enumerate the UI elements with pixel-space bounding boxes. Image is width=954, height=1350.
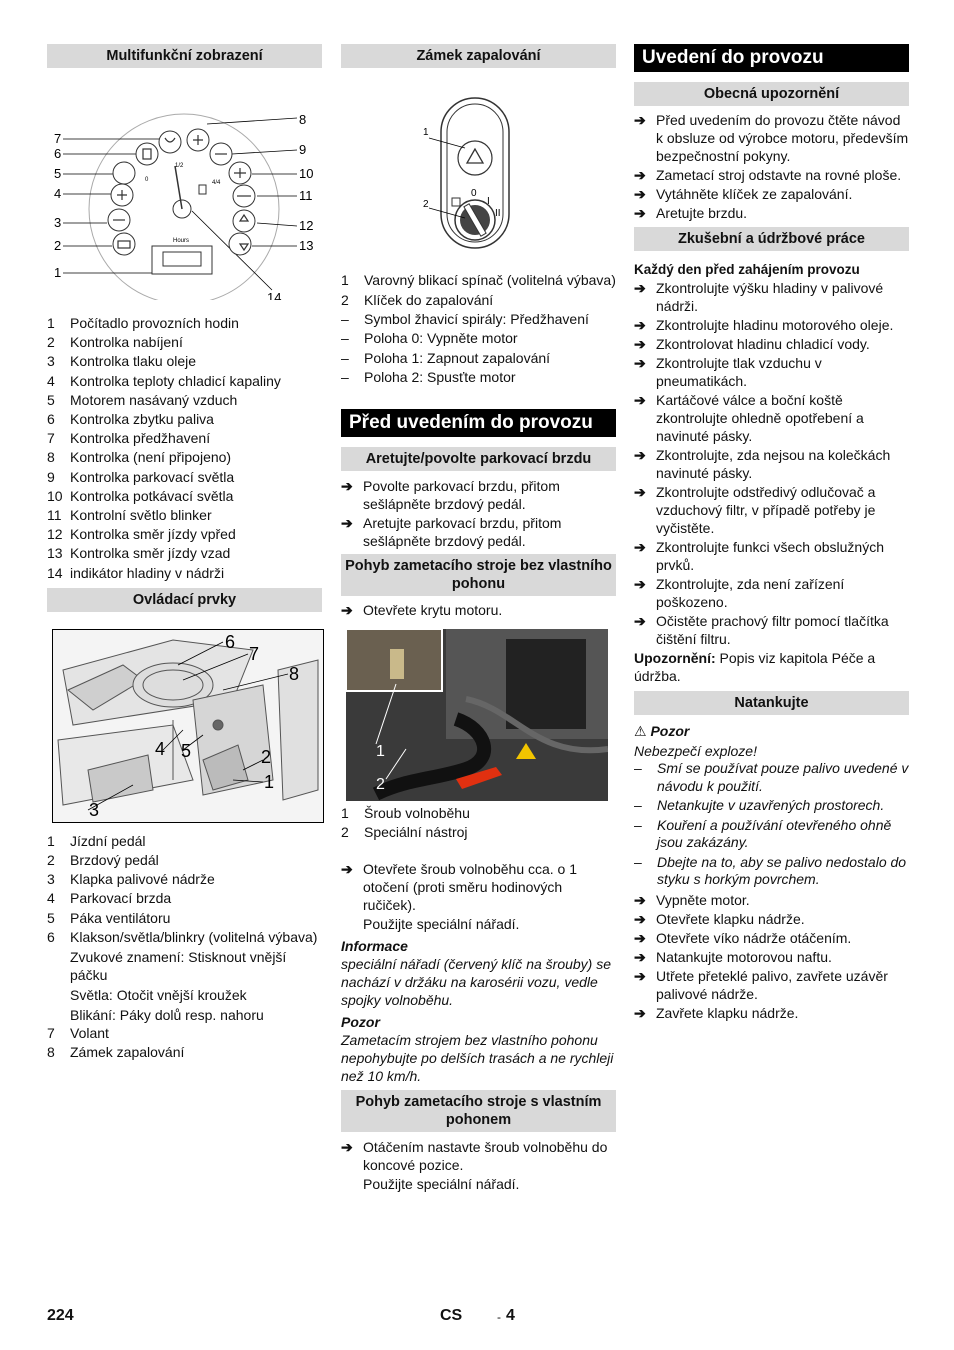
info-label: Informace xyxy=(341,938,408,955)
callout-1: 1 xyxy=(54,265,62,280)
note-text: Popis viz kapitola Péče a údržba. xyxy=(634,650,876,684)
callout-11: 11 xyxy=(299,188,313,203)
dial-text-full: 4/4 xyxy=(212,180,221,186)
callout-14: 14 xyxy=(267,290,282,300)
note xyxy=(634,649,909,685)
step-item: ➔ Očistěte prachový filtr pomocí tlačítka čištění filtru. xyxy=(634,613,889,647)
step-item: ➔ Kartáčové válce a boční koště zkontrolujte ohledně opotřebení a navinuté pásky. xyxy=(634,392,864,444)
list-item: 2 Speciální nástroj xyxy=(341,824,468,841)
list-subitem: Světla: Otočit vnější kroužek xyxy=(70,986,247,1003)
caution-text: Zametacím strojem bez vlastního pohonu nepohybujte po delších trasách a ne rychleji než 10 km/h. xyxy=(341,1032,614,1085)
callout-4: 4 xyxy=(54,186,62,201)
arrow-icon: ➔ xyxy=(634,613,646,629)
step-item: ➔ Utřete přeteklé palivo, zavřete uzávěr palivové nádrže. xyxy=(634,967,888,1002)
key-position-2: II xyxy=(495,208,501,219)
list-item: – Poloha 1: Zapnout zapalování xyxy=(341,349,551,366)
arrow-icon: ➔ xyxy=(634,112,646,128)
inspection-steps xyxy=(634,279,909,648)
callout-1: 1 xyxy=(376,743,385,761)
list-item: 4 Parkovací brzda xyxy=(47,890,172,907)
list-item: 6 Kontrolka zbytku paliva xyxy=(47,411,214,428)
arrow-icon: ➔ xyxy=(634,891,646,908)
step-item: ➔ Zkontrolujte, zda nejsou na kolečkách navinuté pásky. xyxy=(634,447,891,481)
heading-multifunction-display: Multifunkční zobrazení xyxy=(47,44,322,68)
general-steps xyxy=(634,111,909,222)
step-item: ➔ Zkontrolujte odstředivý odlučovač a vzduchový filtr, v případě potřeby je vyčistěte. xyxy=(634,484,876,536)
heading-before-operation: Před uvedením do provozu xyxy=(341,409,616,437)
step-subitem: Použijte speciální nářadí. xyxy=(363,1176,520,1193)
callout-7: 7 xyxy=(249,643,260,664)
explosion-warning: Nebezpečí exploze! xyxy=(634,743,757,759)
step-item: ➔ Natankujte motorovou naftu. xyxy=(634,948,832,965)
step-item: ➔ Aretujte parkovací brzdu, přitom sešlápněte brzdový pedál. xyxy=(341,515,562,550)
step-item: ➔ Zkontrolujte výšku hladiny v palivové nádrži. xyxy=(634,280,884,314)
arrow-icon: ➔ xyxy=(341,478,353,495)
arrow-icon: ➔ xyxy=(634,280,646,296)
hour-meter xyxy=(152,246,212,274)
callout-1: 1 xyxy=(264,771,275,792)
step-item: ➔ Vypněte motor. xyxy=(634,891,750,908)
callout-10: 10 xyxy=(299,166,314,181)
list-item: 2 Klíček do zapalování xyxy=(341,292,494,308)
arrow-icon: ➔ xyxy=(341,602,353,619)
callout-2: 2 xyxy=(261,746,272,767)
column-1 xyxy=(47,44,322,1062)
warning-item: – Netankujte v uzavřených prostorech. xyxy=(634,797,885,813)
arrow-icon: ➔ xyxy=(634,392,646,408)
step-item: ➔ Zavřete klapku nádrže. xyxy=(634,1004,799,1021)
list-item: 9 Kontrolka parkovací světla xyxy=(47,468,235,485)
list-item: 3 Kontrolka tlaku oleje xyxy=(47,353,197,370)
arrow-icon: ➔ xyxy=(634,205,646,221)
multi-list xyxy=(47,314,322,583)
list-item: 12 Kontrolka směr jízdy vpřed xyxy=(47,526,236,543)
refuel-steps xyxy=(634,891,909,1022)
arrow-icon: ➔ xyxy=(634,355,646,371)
callout-6: 6 xyxy=(225,631,236,652)
arrow-icon: ➔ xyxy=(341,515,353,532)
fuel-reserve-icon xyxy=(136,143,158,165)
list-item: 1 Varovný blikací spínač (volitelná výbava) xyxy=(341,272,616,288)
callout-2: 2 xyxy=(54,238,62,253)
list-item: 14 indikátor hladiny v nádrži xyxy=(47,564,225,581)
battery-icon xyxy=(113,233,135,255)
callout-1: 1 xyxy=(423,127,429,138)
dial-text-hours: Hours xyxy=(173,238,190,244)
arrow-icon: ➔ xyxy=(634,1004,646,1021)
caution-label: Pozor xyxy=(341,1014,380,1031)
list-item: – Poloha 2: Spusťte motor xyxy=(341,368,516,385)
list-item: 4 Kontrolka teploty chladicí kapaliny xyxy=(47,372,281,389)
controls-sketch xyxy=(53,630,323,822)
list-item: 2 Brzdový pedál xyxy=(47,852,159,869)
list-item: 7 Kontrolka předžhavení xyxy=(47,430,211,447)
arrow-icon: ➔ xyxy=(341,1139,353,1156)
dial-text-half: 1/2 xyxy=(175,163,184,169)
arrow-icon: ➔ xyxy=(634,186,646,202)
step-item: ➔ Zkontrolujte tlak vzduchu v pneumatikách. xyxy=(634,355,822,389)
step-item: ➔ Povolte parkovací brzdu, přitom sešlápněte brzdový pedál. xyxy=(341,478,560,513)
arrow-icon: ➔ xyxy=(634,929,646,946)
step-item: ➔ Otevřete šroub volnoběhu cca. o 1 otočení (proti směru hodinových ručiček). xyxy=(341,861,578,914)
step-item: ➔ Zkontrolujte, zda není zařízení poškozeno. xyxy=(634,576,845,610)
callout-5: 5 xyxy=(181,740,192,761)
heading-parking-brake: Aretujte/povolte parkovací brzdu xyxy=(341,447,616,471)
list-item: 1 Šroub volnoběhu xyxy=(341,805,470,822)
callout-3: 3 xyxy=(54,215,62,230)
step-item: ➔ Otevřete krytu motoru. xyxy=(341,602,503,619)
heading-self-drive: Pohyb zametacího stroje s vlastním pohonem xyxy=(341,1090,616,1132)
column-3 xyxy=(634,44,909,1023)
callout-2: 2 xyxy=(376,776,385,794)
page-number: 224 xyxy=(47,1307,74,1324)
arrow-icon: ➔ xyxy=(634,484,646,500)
step-item: ➔ Zametací stroj odstavte na rovné ploše. xyxy=(634,167,902,183)
arrow-icon: ➔ xyxy=(634,910,646,927)
arrow-icon: ➔ xyxy=(634,317,646,333)
footer-separator: - xyxy=(497,1310,501,1324)
info-text: speciální nářadí (červený klíč na šrouby) se nachází v držáku na karosérii vozu, vedle spojky volnoběhu. xyxy=(341,956,612,1009)
warning-triangle-icon: ⚠ xyxy=(634,723,647,739)
heading-no-drive: Pohyb zametacího stroje bez vlastního pohonu xyxy=(341,554,616,596)
callout-12: 12 xyxy=(299,218,314,233)
controls-list xyxy=(47,832,322,1062)
callout-9: 9 xyxy=(299,142,307,157)
arrow-icon: ➔ xyxy=(634,539,646,555)
heading-ignition-lock: Zámek zapalování xyxy=(341,44,616,68)
step-item: ➔ Zkontrolovat hladinu chladicí vody. xyxy=(634,336,870,352)
engine-photo xyxy=(346,629,608,801)
callout-5: 5 xyxy=(54,166,62,181)
step-item: ➔ Před uvedením do provozu čtěte návod k obsluze od výrobce motoru, především bezpečnostní pokyny. xyxy=(634,112,909,164)
controls-photo xyxy=(52,629,324,823)
callout-2: 2 xyxy=(423,199,429,210)
gauge-figure xyxy=(47,68,322,300)
heading-refuel: Natankujte xyxy=(634,691,909,715)
ignition-list xyxy=(341,271,616,387)
arrow-icon: ➔ xyxy=(341,861,353,878)
callout-3: 3 xyxy=(89,799,100,820)
column-2 xyxy=(341,44,616,1193)
list-item: 11 Kontrolní světlo blinker xyxy=(47,507,212,524)
key-position-1: I xyxy=(487,196,490,207)
gauge-diagram xyxy=(47,68,322,300)
arrow-icon: ➔ xyxy=(634,576,646,592)
air-intake-icon xyxy=(113,162,135,184)
section-page: 4 xyxy=(506,1307,515,1324)
list-item: – Symbol žhavicí spirály: Předžhavení xyxy=(341,311,589,328)
warning-item: – Dbejte na to, aby se palivo nedostalo do styku s horkým povrchem. xyxy=(634,853,907,887)
list-item: 5 Páka ventilátoru xyxy=(47,909,171,926)
heading-inspection-maintenance: Zkušební a údržbové práce xyxy=(634,227,909,251)
engine-sketch xyxy=(346,629,608,801)
callout-7: 7 xyxy=(54,131,62,146)
list-item: 5 Motorem nasávaný vzduch xyxy=(47,391,238,408)
arrow-icon: ➔ xyxy=(634,948,646,965)
list-subitem: Blikání: Páky dolů resp. nahoru xyxy=(70,1006,264,1023)
list-item: 6 Klakson/světla/blinkry (volitelná výbava) xyxy=(47,928,318,945)
list-item: – Poloha 0: Vypněte motor xyxy=(341,330,518,347)
callout-8: 8 xyxy=(289,663,300,684)
callout-13: 13 xyxy=(299,238,314,253)
arrow-icon: ➔ xyxy=(634,447,646,463)
ignition-figure xyxy=(341,68,616,253)
step-item: ➔ Aretujte brzdu. xyxy=(634,205,748,221)
step-subitem: Použijte speciální nářadí. xyxy=(363,916,520,933)
callout-6: 6 xyxy=(54,146,62,161)
list-item: 10 Kontrolka potkávací světla xyxy=(47,487,234,504)
arrow-icon: ➔ xyxy=(634,336,646,352)
arrow-icon: ➔ xyxy=(634,167,646,183)
warning-item: – Kouření a používání otevřeného ohně jsou zakázány. xyxy=(634,816,892,850)
note-label: Upozornění: xyxy=(634,650,716,666)
warning-item: – Smí se používat pouze palivo uvedené v návodu k použití. xyxy=(634,760,909,794)
arrow-icon: ➔ xyxy=(634,967,646,984)
hazard-switch xyxy=(458,141,492,175)
key-position-0: 0 xyxy=(471,188,477,199)
step-item: ➔ Zkontrolujte hladinu motorového oleje. xyxy=(634,317,894,333)
step-item: ➔ Zkontrolujte funkci všech obslužných prvků. xyxy=(634,539,884,573)
list-item: 13 Kontrolka směr jízdy vzad xyxy=(47,545,231,562)
list-item: 1 Jízdní pedál xyxy=(47,832,146,849)
dial-text-0: 0 xyxy=(145,177,149,183)
list-item: 8 Kontrolka (není připojeno) xyxy=(47,449,232,466)
callout-8: 8 xyxy=(299,112,307,127)
daily-subheading: Každý den před zahájením provozu xyxy=(634,262,860,277)
step-item: ➔ Otevřete víko nádrže otáčením. xyxy=(634,929,852,946)
heading-commissioning: Uvedení do provozu xyxy=(634,44,909,72)
callout-4: 4 xyxy=(155,738,166,759)
list-item: 7 Volant xyxy=(47,1024,109,1041)
list-item: 8 Zámek zapalování xyxy=(47,1044,185,1061)
heading-general-notes: Obecná upozornění xyxy=(634,82,909,106)
step-item: ➔ Otáčením nastavte šroub volnoběhu do koncové pozice. xyxy=(341,1139,608,1174)
list-subitem: Zvukové znamení: Stisknout vnější páčku xyxy=(70,948,287,983)
brake-steps xyxy=(341,477,616,550)
ignition-diagram xyxy=(341,68,616,253)
step-item: ➔ Otevřete klapku nádrže. xyxy=(634,910,805,927)
engine-list xyxy=(341,804,616,842)
caution-label: Pozor xyxy=(650,723,690,739)
language-code: CS xyxy=(440,1307,463,1324)
list-item: 1 Počítadlo provozních hodin xyxy=(47,315,239,331)
step-item: ➔ Vytáhněte klíček ze zapalování. xyxy=(634,186,853,202)
list-item: 3 Klapka palivové nádrže xyxy=(47,871,215,888)
refuel-caution xyxy=(634,722,909,889)
heading-controls: Ovládací prvky xyxy=(47,588,322,612)
list-item: 2 Kontrolka nabíjení xyxy=(47,334,183,351)
